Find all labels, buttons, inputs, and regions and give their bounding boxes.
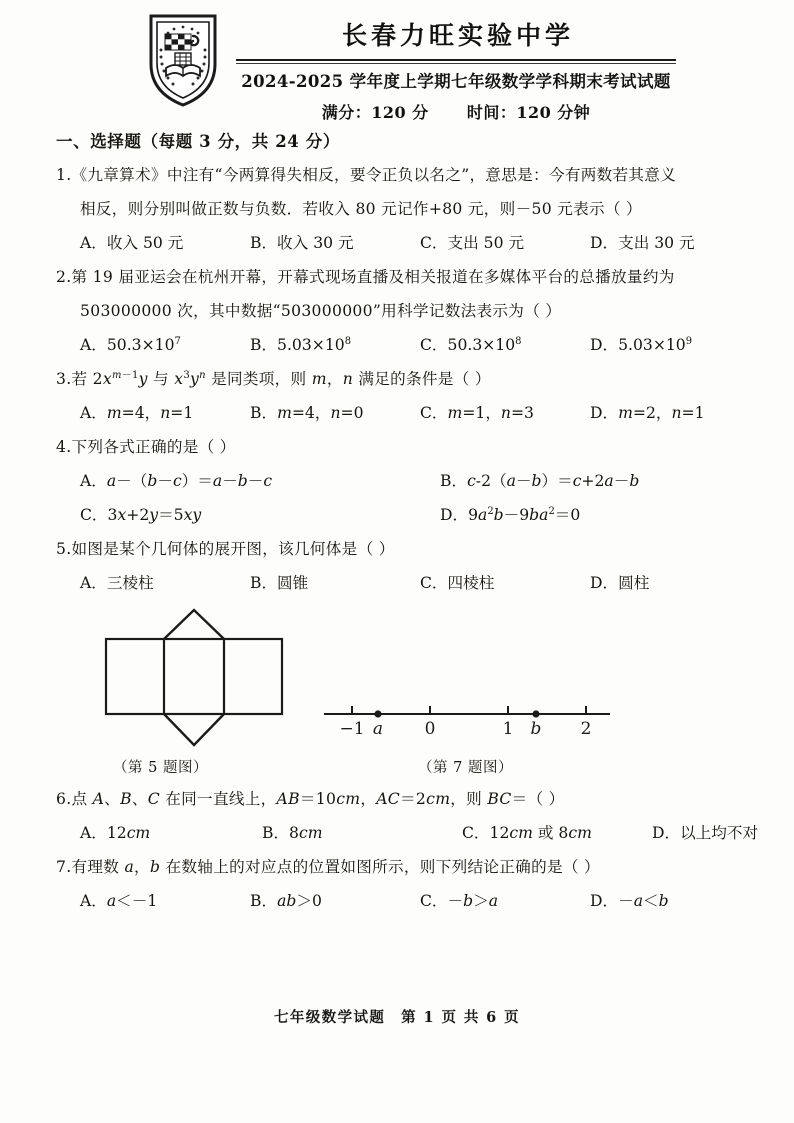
question-1 bbox=[56, 158, 746, 192]
page-header bbox=[0, 0, 794, 128]
point-a-marker bbox=[374, 710, 381, 717]
question-1-option-d[interactable]: D．支出 30 元 bbox=[590, 234, 695, 252]
question-1-line2-row bbox=[80, 192, 770, 226]
question-3-number: 3. bbox=[56, 370, 72, 388]
question-6-option-a[interactable]: A．12cm bbox=[80, 824, 151, 842]
question-4-option-c[interactable]: C．3x+2y＝5xy bbox=[80, 506, 202, 524]
question-7-number: 7. bbox=[56, 858, 72, 876]
question-1-option-a[interactable]: A．收入 50 元 bbox=[80, 234, 184, 252]
question-3-stem: 若 $2x^{m-1}y$ 与 $x^3y^n$ 是同类项，则 m，n 满足的条件是（ ） bbox=[71, 369, 491, 388]
figure-number-line bbox=[322, 692, 622, 746]
figures-row bbox=[0, 604, 794, 782]
full-marks-label: 满分：120 分 bbox=[321, 103, 429, 122]
exam-body bbox=[0, 128, 794, 918]
question-2-option-b[interactable]: B．$5.03\times 10^8$ bbox=[250, 335, 352, 354]
question-1-number: 1. bbox=[56, 166, 72, 184]
question-4 bbox=[56, 430, 746, 464]
question-4-options-row1 bbox=[80, 464, 760, 498]
duration-label: 时间：120 分钟 bbox=[466, 103, 591, 122]
figure-7-caption: （第 7 题图） bbox=[418, 760, 513, 776]
question-7 bbox=[56, 850, 746, 884]
question-2-option-c[interactable]: C．$50.3\times 10^8$ bbox=[420, 335, 522, 354]
question-6-number: 6. bbox=[56, 790, 72, 808]
question-2-line2-row bbox=[80, 294, 770, 328]
question-1-line1: 《九章算术》中注有“今两算得失相反，要令正负以名之”，意思是：今有两数若其意义 bbox=[71, 166, 677, 184]
question-3 bbox=[56, 362, 746, 396]
question-5-stem: 如图是某个几何体的展开图，该几何体是（ ） bbox=[71, 540, 395, 558]
question-5-option-c[interactable]: C．四棱柱 bbox=[420, 574, 495, 592]
question-4-option-d[interactable]: D．$9a^2b-9ba^2=0$ bbox=[440, 505, 581, 524]
question-4-stem: 下列各式正确的是（ ） bbox=[71, 438, 236, 456]
question-5-option-b[interactable]: B．圆锥 bbox=[250, 574, 309, 592]
question-2-line1: 第 19 届亚运会在杭州开幕，开幕式现场直播及相关报道在多媒体平台的总播放量约为 bbox=[71, 268, 675, 286]
numberline-point-a: a bbox=[372, 719, 384, 739]
question-5-option-d[interactable]: D．圆柱 bbox=[590, 574, 650, 592]
question-7-stem: 有理数 a，b 在数轴上的对应点的位置如图所示，则下列结论正确的是（ ） bbox=[71, 858, 600, 876]
question-5-option-a[interactable]: A．三棱柱 bbox=[80, 574, 154, 592]
question-2 bbox=[56, 260, 746, 294]
school-name: 长春力旺实验中学 bbox=[341, 21, 574, 50]
header-divider bbox=[236, 59, 676, 61]
question-3-option-a[interactable]: A．m=4，n=1 bbox=[80, 404, 194, 422]
question-6-option-d[interactable]: D．以上均不对 bbox=[652, 824, 759, 842]
question-6-option-c[interactable]: C．12cm 或 8cm bbox=[462, 824, 592, 842]
question-1-options bbox=[80, 226, 760, 260]
question-5-options bbox=[80, 566, 760, 600]
question-1-option-b[interactable]: B．收入 30 元 bbox=[250, 234, 354, 252]
question-3-options bbox=[80, 396, 760, 430]
point-b-marker bbox=[532, 710, 539, 717]
question-6-options bbox=[80, 816, 760, 850]
question-7-option-d[interactable]: D．－a＜b bbox=[590, 892, 669, 910]
question-6 bbox=[56, 782, 746, 816]
figure-5-caption: （第 5 题图） bbox=[113, 760, 208, 776]
question-2-option-a[interactable]: A．$50.3\times 10^7$ bbox=[80, 335, 181, 354]
question-5 bbox=[56, 532, 746, 566]
question-4-options-row2 bbox=[80, 498, 760, 532]
question-2-number: 2. bbox=[56, 268, 72, 286]
question-5-number: 5. bbox=[56, 540, 72, 558]
question-2-line2: 503000000 次，其中数据“503000000”用科学记数法表示为（ ） bbox=[80, 302, 562, 320]
question-2-option-d[interactable]: D．$5.03\times 10^9$ bbox=[590, 335, 693, 354]
question-6-option-b[interactable]: B．8cm bbox=[262, 824, 323, 842]
question-4-option-a[interactable]: A．a－（b－c）＝a－b－c bbox=[80, 472, 273, 490]
figure-prism-net bbox=[92, 604, 322, 758]
numberline-point-b: b bbox=[530, 719, 542, 739]
question-7-option-a[interactable]: A．a＜－1 bbox=[80, 892, 158, 910]
question-1-option-c[interactable]: C．支出 50 元 bbox=[420, 234, 525, 252]
question-3-option-c[interactable]: C．m=1，n=3 bbox=[420, 404, 534, 422]
school-crest-icon bbox=[146, 12, 220, 108]
question-6-stem: 点 A、B、C 在同一直线上，AB＝10cm，AC＝2cm，则 BC＝（ ） bbox=[71, 790, 565, 808]
numberline-tick-1: 0 bbox=[424, 719, 436, 739]
question-7-option-c[interactable]: C．－b＞a bbox=[420, 892, 499, 910]
numberline-tick-0: −1 bbox=[339, 719, 365, 739]
question-7-options bbox=[80, 884, 760, 918]
page-footer: 七年级数学试题 第 1 页 共 6 页 bbox=[273, 1009, 521, 1026]
numberline-tick-2: 1 bbox=[502, 719, 514, 739]
exam-title: 2024-2025 学年度上学期七年级数学学科期末考试试题 bbox=[241, 72, 671, 91]
question-3-option-d[interactable]: D．m=2，n=1 bbox=[590, 404, 705, 422]
question-4-option-b[interactable]: B．c-2（a－b）＝c+2a－b bbox=[440, 472, 640, 490]
question-2-options bbox=[80, 328, 760, 362]
exam-meta bbox=[236, 100, 676, 123]
question-4-number: 4. bbox=[56, 438, 72, 456]
question-7-option-b[interactable]: B．ab＞0 bbox=[250, 892, 322, 910]
section-title-choice: 一、选择题（每题 3 分，共 24 分） bbox=[56, 132, 340, 151]
question-1-line2: 相反，则分别叫做正数与负数．若收入 80 元记作+80 元，则－50 元表示（ ） bbox=[80, 200, 642, 218]
question-3-option-b[interactable]: B．m=4，n=0 bbox=[250, 404, 364, 422]
numberline-tick-3: 2 bbox=[580, 719, 592, 739]
